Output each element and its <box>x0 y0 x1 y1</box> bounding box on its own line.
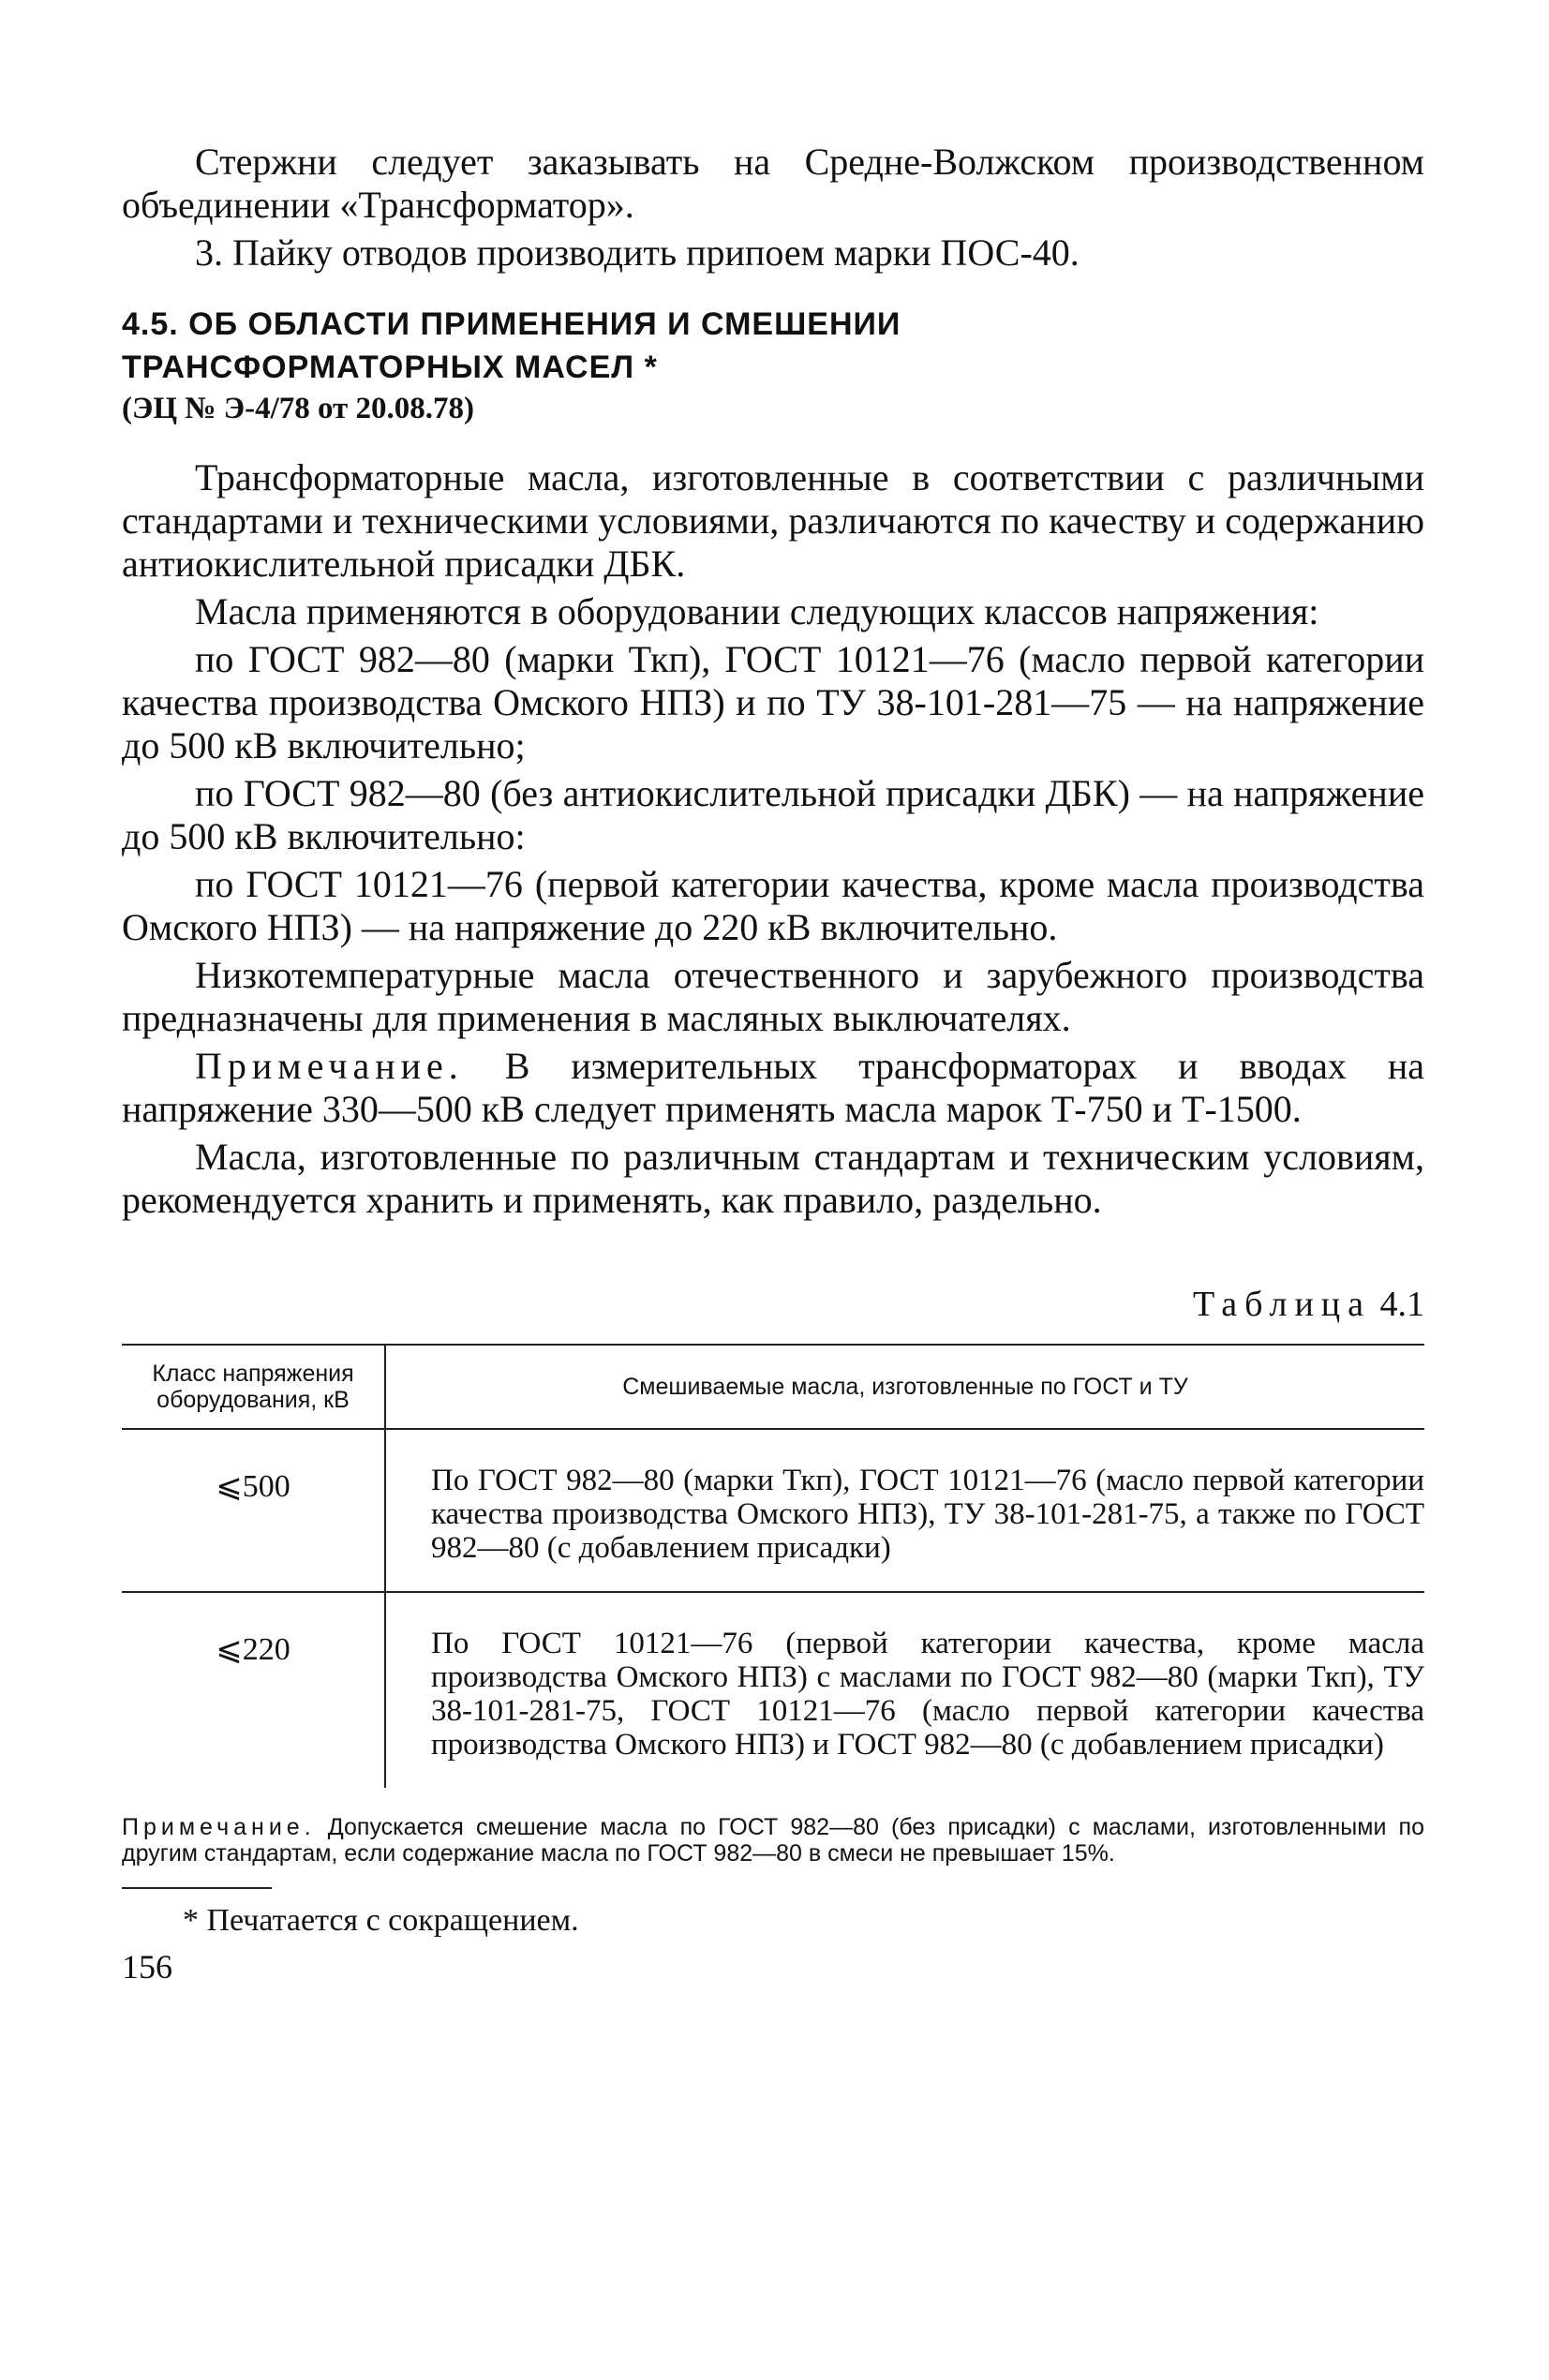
table-caption-word: Таблица <box>1192 1285 1371 1324</box>
oil-mixing-table <box>122 1344 1424 1788</box>
table-note <box>122 1814 1424 1867</box>
paragraph: по ГОСТ 10121—76 (первой категории качества, кроме масла производства Омского НПЗ) — на напряжение до 220 кВ включительно. <box>122 863 1424 948</box>
footnote: * Печатается с сокращением. <box>183 1903 579 1938</box>
paragraph: Трансформаторные масла, изготовленные в соответствии с различными стандартами и техническими условиями, различаются по качеству и содержанию антиокислительной присадки ДБК. <box>122 456 1424 585</box>
document-page <box>122 141 1424 1986</box>
paragraph: по ГОСТ 982—80 (без антиокислительной присадки ДБК) — на напряжение до 500 кВ включительно: <box>122 772 1424 857</box>
cell-description: По ГОСТ 982—80 (марки Ткп), ГОСТ 10121—76 (масло первой категории качества производства Омского НПЗ), ТУ 38-101-281-75, а также по ГОСТ 982—80 (с добавлением присадки) <box>385 1429 1424 1592</box>
section-heading <box>122 303 1424 428</box>
table-row <box>122 1592 1424 1788</box>
page-number: 156 <box>122 1948 172 1986</box>
section-title-line-2: ТРАНСФОРМАТОРНЫХ МАСЕЛ * <box>122 350 658 385</box>
paragraph: по ГОСТ 982—80 (марки Ткп), ГОСТ 10121—76 (масло первой категории качества производства Омского НПЗ) и по ТУ 38-101-281—75 — на напряжение до 500 кВ включительно; <box>122 638 1424 766</box>
paragraph: Масла применяются в оборудовании следующих классов напряжения: <box>195 590 1319 632</box>
note-text: В измерительных трансформаторах и вводах на напряжение 330—500 кВ следует применять масла марок Т-750 и Т-1500. <box>122 1045 1424 1130</box>
table-caption-number: 4.1 <box>1379 1285 1424 1324</box>
intro-item-3: 3. Пайку отводов производить припоем марки ПОС-40. <box>195 231 1080 274</box>
note-label: Примечание. <box>195 1045 464 1087</box>
table-header-row <box>122 1345 1424 1429</box>
table-row <box>122 1429 1424 1592</box>
footnote-divider <box>122 1887 272 1889</box>
paragraph: Низкотемпературные масла отечественного и зарубежного производства предназначены для применения в масляных выключателях. <box>122 954 1424 1039</box>
table-caption <box>122 1284 1424 1325</box>
section-title-line-1: 4.5. ОБ ОБЛАСТИ ПРИМЕНЕНИЯ И СМЕШЕНИИ <box>122 306 901 342</box>
table-note-label: Примечание. <box>122 1814 316 1840</box>
cell-voltage: ⩽500 <box>122 1429 385 1592</box>
note-paragraph <box>122 1045 1424 1131</box>
intro-paragraph: Стержни следует заказывать на Средне-Волжском производственном объединении «Трансформатор». <box>122 141 1424 226</box>
header-voltage-class: Класс напряжения оборудования, кВ <box>122 1345 385 1429</box>
final-paragraph: Масла, изготовленные по различным стандартам и техническим условиям, рекомендуется хранить и применять, как правило, раздельно. <box>122 1136 1424 1221</box>
table-note-text: Допускается смешение масла по ГОСТ 982—80 (без присадки) с маслами, изготовленными по другим стандартам, если содержание масла по ГОСТ 982—80 в смеси не превышает 15%. <box>122 1814 1424 1867</box>
cell-description: По ГОСТ 10121—76 (первой категории качества, кроме масла производства Омского НПЗ) с маслами по ГОСТ 982—80 (марки Ткп), ТУ 38-101-281-75, ГОСТ 10121—76 (масло первой категории качества производства Омского НПЗ) и ГОСТ 982—80 (с добавлением присадки) <box>431 1627 1424 1762</box>
section-reference: (ЭЦ № Э-4/78 от 20.08.78) <box>122 392 475 425</box>
cell-voltage: ⩽220 <box>122 1592 385 1788</box>
header-mixed-oils: Смешиваемые масла, изготовленные по ГОСТ и ТУ <box>385 1345 1424 1429</box>
